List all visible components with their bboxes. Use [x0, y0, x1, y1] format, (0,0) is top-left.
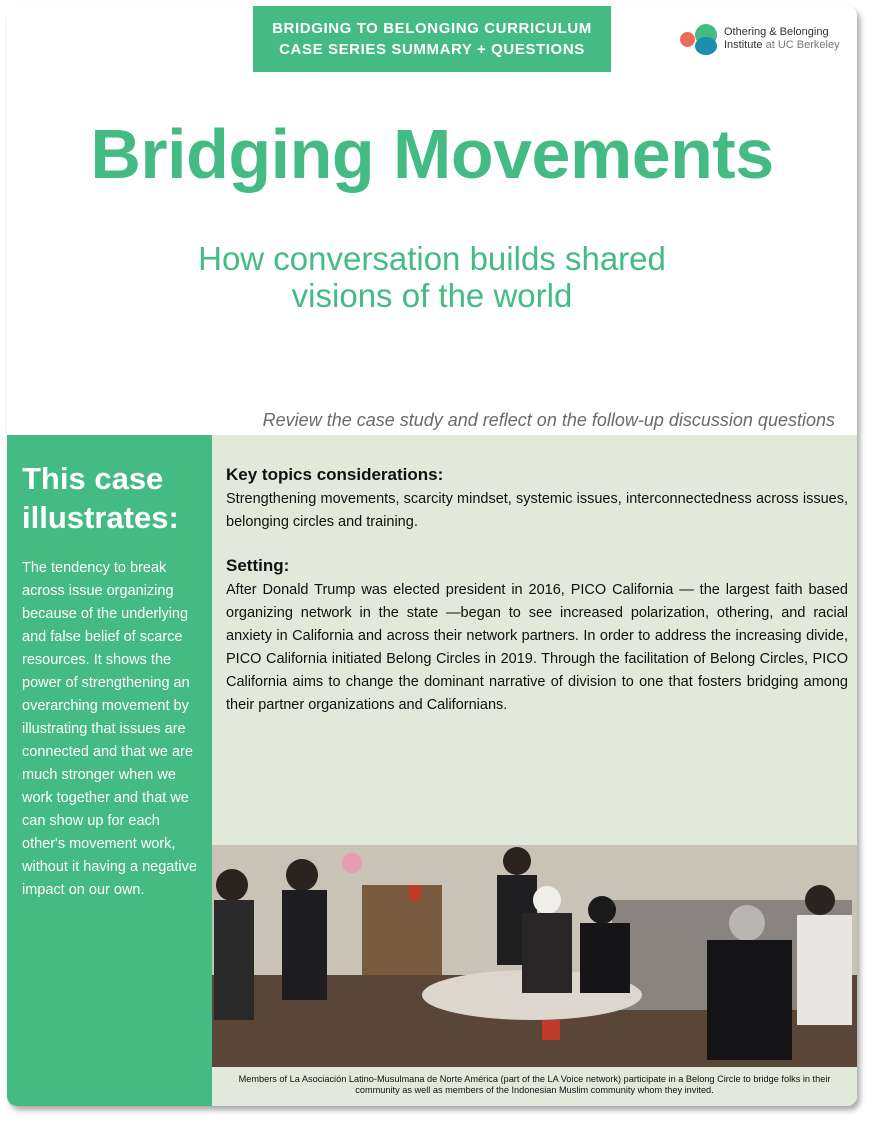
banner-line-1: BRIDGING TO BELONGING CURRICULUM	[272, 20, 592, 37]
photo-caption: Members of La Asociación Latino-Musulmana de Norte América (part of the LA Voice network) participate in a Belong Circle to bridge folks in their community as well as members of the Indonesian Muslim community whom they invited.	[238, 1074, 831, 1095]
logo-line-1: Othering & Belonging	[724, 26, 829, 38]
logo-line-2-suffix: at UC Berkeley	[765, 39, 840, 51]
sidebar-heading-line-1: This case	[22, 461, 164, 496]
setting-section	[226, 556, 848, 717]
logo-text	[724, 26, 840, 52]
review-note: Review the case study and reflect on the follow-up discussion questions	[262, 410, 835, 430]
case-details-panel	[212, 435, 857, 1106]
page-subtitle	[7, 240, 857, 314]
institute-logo	[680, 20, 855, 60]
sidebar-heading-line-2: illustrates:	[22, 500, 179, 535]
subtitle-line-2: visions of the world	[291, 277, 573, 314]
logo-line-2: Institute	[724, 39, 763, 51]
sidebar-heading	[22, 459, 204, 537]
page-title: Bridging Movements	[90, 115, 774, 193]
case-content	[226, 465, 848, 739]
curriculum-banner	[253, 6, 611, 72]
case-illustrates-sidebar	[7, 435, 212, 1106]
sidebar-body: The tendency to break across issue organizing because of the underlying and false belief of scarce resources. It shows the power of strengthening an overarching movement by illustrating that issues are connected and that we are much stronger when we work together and that we can show up for each other's movement work, without it having a negative impact on our own.	[22, 560, 197, 898]
key-topics-section	[226, 465, 848, 534]
belong-circle-photo	[212, 845, 857, 1067]
setting-body: After Donald Trump was elected president in 2016, PICO California — the largest faith based organizing network in the state —began to see increased polarization, othering, and racial anxiety in California and across their network partners. In order to address the increasing divide, PICO California initiated Belong Circles in 2019. Through the facilitation of Belong Circles, PICO California aims to change the dominant narrative of division to one that fosters bridging among their partner organizations and Californians.	[226, 582, 848, 713]
page	[7, 6, 857, 1106]
key-topics-heading: Key topics considerations:	[226, 465, 444, 484]
logo-red-circle-icon	[680, 32, 695, 47]
setting-heading: Setting:	[226, 556, 290, 575]
subtitle-line-1: How conversation builds shared	[198, 240, 666, 277]
photo-illustration	[212, 845, 857, 1067]
banner-line-2: CASE SERIES SUMMARY + QUESTIONS	[279, 41, 585, 58]
logo-blue-circle-icon	[695, 37, 717, 55]
key-topics-body: Strengthening movements, scarcity mindset, systemic issues, interconnectedness across issues, belonging circles and training.	[226, 491, 848, 530]
